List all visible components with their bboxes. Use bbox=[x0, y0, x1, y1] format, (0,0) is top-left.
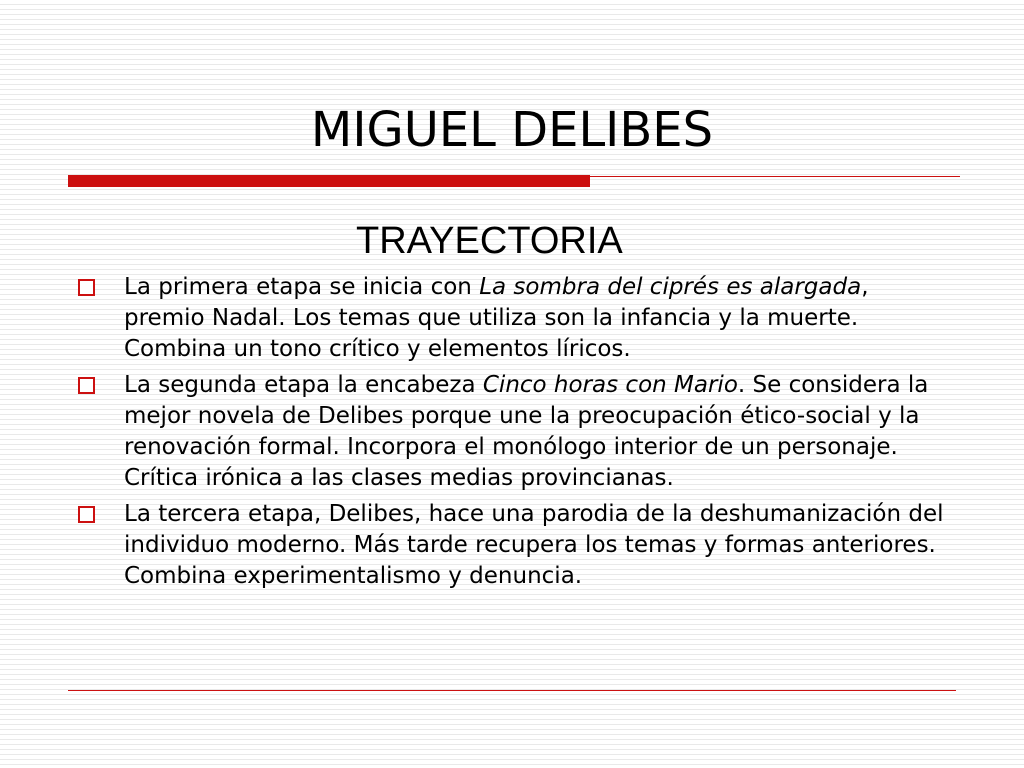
bullet-text-2-before: La segunda etapa la encabeza bbox=[124, 372, 483, 398]
title-underline-thick bbox=[68, 175, 590, 187]
hollow-square-icon bbox=[78, 506, 95, 523]
bullet-item-1 bbox=[72, 272, 952, 365]
title-underline-thin bbox=[590, 176, 960, 177]
slide-subtitle: TRAYECTORIA bbox=[356, 220, 623, 262]
hollow-square-icon bbox=[78, 279, 95, 296]
hollow-square-icon bbox=[78, 377, 95, 394]
bullet-list bbox=[72, 272, 952, 597]
bottom-divider bbox=[68, 690, 956, 691]
bullet-text-1-after: , premio Nadal. Los temas que utiliza son la infancia y la muerte. Combina un tono crítico y elementos líricos. bbox=[124, 274, 869, 362]
bullet-text-2-after: . Se considera la mejor novela de Delibes porque une la preocupación ético-social y la renovación formal. Incorpora el monólogo interior de un personaje. Crítica irónica a las clases medias provincianas. bbox=[124, 372, 929, 491]
bullet-item-3 bbox=[72, 499, 952, 592]
slide-title: MIGUEL DELIBES bbox=[310, 102, 714, 158]
bullet-text-3: La tercera etapa, Delibes, hace una parodia de la deshumanización del individuo moderno. Más tarde recupera los temas y formas anteriores. Combina experimentalismo y denuncia. bbox=[124, 501, 944, 589]
bullet-text-1-before: La primera etapa se inicia con bbox=[124, 274, 480, 300]
bullet-text-1-italic: La sombra del ciprés es alargada bbox=[479, 274, 862, 300]
bullet-item-2 bbox=[72, 370, 952, 494]
bullet-text-2-italic: Cinco horas con Mario bbox=[482, 372, 738, 398]
